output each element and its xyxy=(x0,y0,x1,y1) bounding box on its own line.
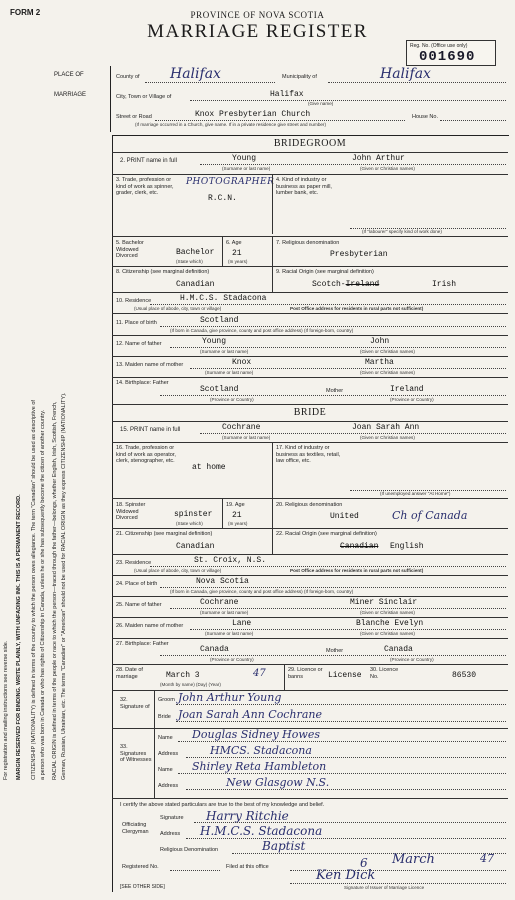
groom-birthplace: Scotland xyxy=(200,316,239,325)
bride-occupation: at home xyxy=(192,463,226,472)
w1-name-label: Name xyxy=(158,735,173,741)
bride-surname: Cochrane xyxy=(222,423,261,432)
groom-occupation-2: R.C.N. xyxy=(208,194,237,203)
groom-parents-birthplace-label: 14. Birthplace: Father xyxy=(116,380,169,386)
state-which-caption: (State which) xyxy=(176,259,203,264)
w1-address-label: Address xyxy=(158,751,179,757)
mother-label: Mother xyxy=(326,388,344,394)
bride-father-surname: Cochrane xyxy=(200,598,239,607)
bride-occupation-label: 16. Trade, profession or kind of work as operator, clerk, stenographer, etc. xyxy=(116,445,176,464)
father-given-caption: (Given or Christian names) xyxy=(360,349,415,354)
bride-father-surname-caption: (Surname or last name) xyxy=(200,610,249,615)
witnesses-label: 33. Signatures of Witnesses xyxy=(120,744,152,763)
marriage-month-day: March 3 xyxy=(166,671,200,680)
bride-birthplace: Nova Scotia xyxy=(196,577,249,586)
bride-sig-label: Bride xyxy=(158,714,171,720)
groom-residence-label: 10. Residence xyxy=(116,298,152,304)
w2-address-label: Address xyxy=(158,783,179,789)
groom-given-names: John Arthur xyxy=(352,154,405,163)
bride-age-label: 19. Age xyxy=(226,502,245,508)
bride-religion-handwritten: Ch of Canada xyxy=(392,509,468,522)
bride-father-given: Miner Sinclair xyxy=(350,598,418,607)
filed-label: Filed at this office xyxy=(226,864,269,870)
margin-text-1: For registration and mailing instructions see reverse side. xyxy=(3,640,9,780)
bride-citizenship: Canadian xyxy=(176,542,215,551)
margin-text-2: MARGIN RESERVED FOR BINDING. WRITE PLAINLY, WITH UNFADING INK. THIS IS A PERMANENT RECORD. xyxy=(16,494,22,780)
bride-mother-surname: Lane xyxy=(232,619,252,628)
clergy-address-label: Address xyxy=(160,831,181,837)
groom-father-label: 12. Name of father xyxy=(116,341,162,347)
bride-status-label: 18. Spinster Widowed Divorced xyxy=(116,502,146,521)
bride-state-which-caption: (State which) xyxy=(176,521,203,526)
province-heading: PROVINCE OF NOVA SCOTIA xyxy=(190,10,325,20)
given-caption: (Given or Christian names) xyxy=(360,166,415,171)
clergy-address: H.M.C.S. Stadacona xyxy=(200,824,323,838)
signature-of-label: 32. Signature of xyxy=(120,697,150,710)
give-name-caption: (Give name) xyxy=(308,101,334,106)
bride-religion: United xyxy=(330,512,359,521)
father-surname-caption: (Surname or last name) xyxy=(200,349,249,354)
groom-status-label: 5. Bachelor Widowed Divorced xyxy=(116,240,144,259)
groom-father-birthplace: Scotland xyxy=(200,385,239,394)
birthplace-note: (If born in Canada, give province, county and post office address) (If foreign-born, country) xyxy=(170,328,354,333)
margin-instructions xyxy=(2,120,102,780)
groom-origin: Irish xyxy=(432,280,457,289)
witness1-address: HMCS. Stadacona xyxy=(210,744,312,757)
groom-father-surname: Young xyxy=(202,337,227,346)
bride-origin: English xyxy=(390,542,424,551)
w2-name-label: Name xyxy=(158,767,173,773)
mother-surname-caption: (Surname or last name) xyxy=(205,370,254,375)
street-label: Street or Road xyxy=(116,114,152,120)
margin-text-6: German, Russian, Ukrainian, etc. The terms "Canadian" or "American" should not be used for RACIAL ORIGIN as they express CITIZENSHIP (NATIONALITY). xyxy=(61,392,67,780)
date-caption: (Month by name) (Day) (Year) xyxy=(160,682,221,687)
groom-mother-label: 13. Maiden name of mother xyxy=(116,362,184,368)
clergy-denomination: Baptist xyxy=(262,839,306,853)
reg-number-label: Reg. No. (Office use only) xyxy=(410,43,468,49)
groom-occupation-label: 3. Trade, profession or kind of work as spinner, grader, clerk, etc. xyxy=(116,177,174,196)
bride-religion-label: 20. Religious denomination xyxy=(276,502,343,508)
bride-residence-note: (Usual place of abode, city, town or village) xyxy=(134,568,222,573)
clergy-denomination-label: Religious Denomination xyxy=(160,847,219,853)
marriage-label: MARRIAGE xyxy=(54,92,87,98)
licence-no-label: 30. Licence No. xyxy=(370,667,399,680)
province-caption-2: (Province or Country) xyxy=(390,397,434,402)
bride-name-label: 15. PRINT name in full xyxy=(120,427,181,433)
registered-no-label: Registered No. xyxy=(122,864,159,870)
bride-in-years-caption: (In years) xyxy=(228,521,248,526)
issuer-signature: Ken Dick xyxy=(316,868,376,883)
street-value: Knox Presbyterian Church xyxy=(195,110,311,119)
bride-birthplace-note: (If born in Canada, give province, county and post office address) (If foreign-born, country) xyxy=(170,589,354,594)
in-years-caption: (In years) xyxy=(228,259,248,264)
groom-birthplace-label: 11. Place of birth xyxy=(116,320,157,326)
bride-origin-label: 22. Racial Origin (see marginal definition) xyxy=(276,531,377,537)
street-note: (If marriage occurred in a Church, give name. If in a private residence give street and number) xyxy=(135,122,326,127)
house-no-label: House No. xyxy=(412,114,438,120)
clergy-signature: Harry Ritchie xyxy=(206,809,289,823)
groom-marital-status: Bachelor xyxy=(176,248,215,257)
licence-no: 86530 xyxy=(452,671,477,680)
county-label: County of xyxy=(116,74,140,80)
bride-mother-given-caption: (Given or Christian names) xyxy=(360,631,415,636)
groom-signature: John Arthur Young xyxy=(178,691,282,704)
filed-month: March xyxy=(392,852,435,867)
bride-father-given-caption: (Given or Christian names) xyxy=(360,610,415,615)
groom-religion: Presbyterian xyxy=(330,250,388,259)
bride-industry-label: 17. Kind of industry or business as textiles, retail, law office, etc. xyxy=(276,445,341,464)
bride-mother-surname-caption: (Surname or last name) xyxy=(205,631,254,636)
groom-mother-surname: Knox xyxy=(232,358,252,367)
bride-origin-struck: Canadian xyxy=(340,542,379,551)
witness1-name: Douglas Sidney Howes xyxy=(192,728,320,741)
residence-note: (Usual place of abode, city, town or village) xyxy=(134,306,222,311)
groom-surname: Young xyxy=(232,154,257,163)
witness2-address: New Glasgow N.S. xyxy=(226,776,330,789)
reg-number: 001690 xyxy=(419,49,476,65)
bride-residence-label: 23. Residence xyxy=(116,560,152,566)
surname-caption: (Surname or last name) xyxy=(222,166,271,171)
bride-mother-label-2: Mother xyxy=(326,648,344,654)
county-value: Halifax xyxy=(170,66,221,82)
groom-industry-note: (If "labourer" specify kind of work done) xyxy=(362,229,442,234)
groom-citizenship: Canadian xyxy=(176,280,215,289)
city-value: Halifax xyxy=(270,90,304,99)
place-label: PLACE OF xyxy=(54,72,84,78)
bride-birthplace-label: 24. Place of birth xyxy=(116,581,158,587)
bride-industry-note: (If unemployed answer "At Home") xyxy=(380,491,451,496)
groom-age: 21 xyxy=(232,249,242,258)
groom-mother-birthplace: Ireland xyxy=(390,385,424,394)
municipality-label: Municipality of xyxy=(282,74,317,80)
reg-number-box xyxy=(406,40,496,66)
clergy-sig-label: Signature xyxy=(160,815,184,821)
margin-text-3: CITIZENSHIP (NATIONALITY) is defined in terms of the country to which the person owes allegiance. The term "Canadian" should be used as descriptive of xyxy=(31,400,37,780)
groom-residence: H.M.C.S. Stadacona xyxy=(180,294,267,303)
bride-mother-label: 26. Maiden name of mother xyxy=(116,623,184,629)
see-other-side: [SEE OTHER SIDE] xyxy=(120,884,165,890)
bride-residence: St. Croix, N.S. xyxy=(194,556,267,565)
province-caption-1: (Province or Country) xyxy=(210,397,254,402)
bride-province-caption-2: (Province or Country) xyxy=(390,657,434,662)
groom-citizenship-label: 8. Citizenship (see marginal definition) xyxy=(116,269,210,275)
margin-text-4: a person who was born in Canada or who has rights of Citizenship in Canada, unless he or she has subsequently become the citizen of another country. xyxy=(40,409,46,780)
bride-parents-birthplace-label: 27. Birthplace: Father xyxy=(116,641,169,647)
licence-banns: License xyxy=(328,671,362,680)
groom-mother-given: Martha xyxy=(365,358,394,367)
document-title: MARRIAGE REGISTER xyxy=(147,21,368,42)
groom-occupation: PHOTOGRAPHER xyxy=(186,177,275,187)
bride-age: 21 xyxy=(232,511,242,520)
bride-signature: Joan Sarah Ann Cochrane xyxy=(178,708,322,721)
groom-age-label: 6. Age xyxy=(226,240,242,246)
filed-year: 47 xyxy=(480,852,494,865)
residence-note-2: Post Office address for residents in rural parts not sufficient) xyxy=(290,306,424,311)
filed-day: 6 xyxy=(360,856,368,870)
issuer-caption: Signature of Issuer of Marriage Licence xyxy=(344,885,425,890)
bride-given-caption: (Given or Christian names) xyxy=(360,435,415,440)
licence-banns-label: 29. Licence or banns xyxy=(288,667,323,680)
groom-father-given: John xyxy=(370,337,390,346)
bride-father-birthplace: Canada xyxy=(200,645,229,654)
bride-mother-given: Blanche Evelyn xyxy=(356,619,424,628)
bride-surname-caption: (Surname or last name) xyxy=(222,435,271,440)
form-number: FORM 2 xyxy=(10,8,41,17)
bride-given-names: Joan Sarah Ann xyxy=(352,423,420,432)
groom-religion-label: 7. Religious denomination xyxy=(276,240,340,246)
marriage-date-label: 28. Date of marriage xyxy=(116,667,143,680)
officiating-label: Officiating Clergyman xyxy=(122,822,149,835)
bride-mother-birthplace: Canada xyxy=(384,645,413,654)
groom-industry-label: 4. Kind of industry or business as paper mill, lumber bank, etc. xyxy=(276,177,332,196)
bride-father-label: 25. Name of father xyxy=(116,602,162,608)
groom-sig-label: Groom xyxy=(158,697,175,703)
bride-marital-status: spinster xyxy=(174,510,213,519)
marriage-year: 47 xyxy=(253,668,266,679)
bride-citizenship-label: 21. Citizenship (see marginal definition) xyxy=(116,531,213,537)
groom-origin-struck: Scotch-Ireland xyxy=(312,280,380,289)
mother-given-caption: (Given or Christian names) xyxy=(360,370,415,375)
bridegroom-heading: BRIDEGROOM xyxy=(273,138,347,149)
witness2-name: Shirley Reta Hambleton xyxy=(192,760,327,773)
groom-origin-label: 9. Racial Origin (see marginal definition) xyxy=(276,269,374,275)
municipality-value: Halifax xyxy=(380,66,431,82)
bride-residence-note-2: Post Office address for residents in rural parts not sufficient) xyxy=(290,568,424,573)
groom-name-label: 2. PRINT name in full xyxy=(120,158,177,164)
bride-province-caption-1: (Province or Country) xyxy=(210,657,254,662)
city-label: City, Town or Village of xyxy=(116,94,172,100)
bride-heading: BRIDE xyxy=(293,407,327,418)
certify-statement: I certify the above stated particulars are true to the best of my knowledge and belief. xyxy=(120,802,325,808)
margin-text-5: RACIAL ORIGIN is defined in terms of the people or race to which the person—traced through the father—belongs, whether English, Irish, Scottish, French, xyxy=(52,401,58,780)
